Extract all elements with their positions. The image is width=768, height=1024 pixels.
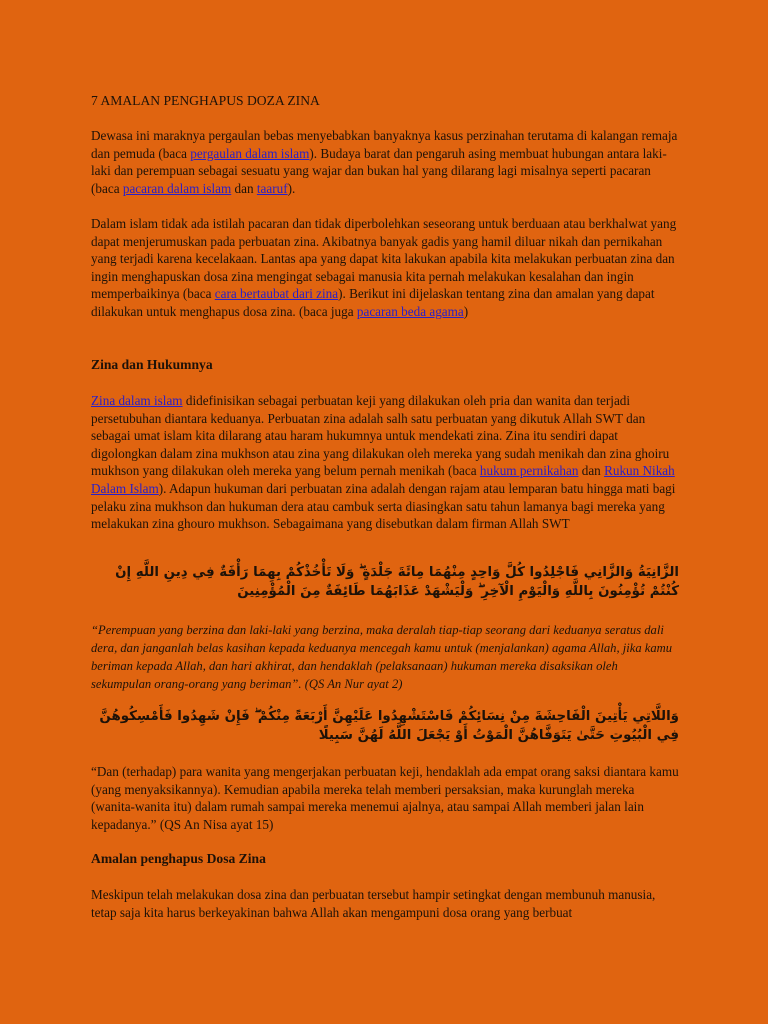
link-pacaran-beda-agama[interactable]: pacaran beda agama	[356, 303, 464, 319]
paragraph-amalan: Meskipun telah melakukan dosa zina dan perbuatan tersebut hampir setingkat dengan membunuh manusia, tetap saja kita harus berkeyakinan bahwa Allah akan mengampuni dosa orang yang berbuat	[91, 887, 656, 920]
document-title: 7 AMALAN PENGHAPUS DOZA ZINA	[91, 93, 320, 108]
link-rukun-nikah-dalam-islam[interactable]: Rukun Nikah Dalam Islam	[91, 463, 675, 496]
heading-zina-dan-hukumnya: Zina dan Hukumnya	[91, 357, 213, 372]
link-hukum-pernikahan[interactable]: hukum pernikahan	[479, 463, 579, 479]
quote-an-nur-2: “Perempuan yang berzina dan laki-laki yang berzina, maka deralah tiap-tiap seorang dari keduanya seratus dali dera, dan janganlah belas kasihan kepada keduanya mencegah kamu untuk (menjalankan) agama Allah, jika kamu beriman kepada Allah, dan hari akhirat, dan hendaklah (pelaksanaan) hukuman mereka disaksikan oleh sekumpulan orang-orang yang beriman”. (QS An Nur ayat 2)	[91, 623, 673, 691]
paragraph-zina-definition: Zina dalam islam didefinisikan sebagai perbuatan keji yang dilakukan oleh pria dan wanita dan terjadi persetubuhan diantara keduanya. Perbuatan zina adalah salh satu perbuatan yang dikutuk Allah SWT dan sebagai umat islam kita dilarang atau haram hukumnya untuk mendekati zina. Zina itu sendiri dapat digolongkan dalam zina mukhson atau zina yang dilakukan oleh mereka yang sudah menikah dan zina ghoiru mukhson yang dilakukan oleh mereka yang belum pernah menikah (baca hukum pernikahan dan Rukun Nikah Dalam Islam). Adapun hukuman dari perbuatan zina adalah dengan rajam atau lemparan batu hingga mati bagi pelaku zina mukhson dan hukuman dera atau cambuk serta diasingkan satu tahun lamanya bagi mereka yang melakukan zina ghouro mukhson. Sebagaimana yang disebutkan dalam firman Allah SWT	[91, 393, 676, 532]
link-taaruf[interactable]: taaruf	[256, 180, 288, 196]
heading-amalan-penghapus: Amalan penghapus Dosa Zina	[91, 851, 266, 866]
paragraph-pacaran: Dalam islam tidak ada istilah pacaran dan tidak diperbolehkan seseorang untuk berduaan atau berkhalwat yang dapat menjerumuskan pada perbuatan zina. Akibatnya banyak gadis yang hamil diluar nikah dan pernikahan yang terjadi karena kecelakaan. Lantas apa yang dapat kita lakukan apabila kita melakukan perbuatan zina dan ingin menghapuskan dosa zina mengingat sebagai manusia kita pernah melakukan kesalahan dan ingin memperbaikinya (baca cara bertaubat dari zina). Berikut ini dijelaskan tentang zina dan amalan yang dapat dilakukan untuk menghapus dosa zina. (baca juga pacaran beda agama)	[91, 216, 677, 319]
quote-an-nisa-15: “Dan (terhadap) para wanita yang mengerjakan perbuatan keji, hendaklah ada empat orang saksi diantara kamu (yang menyaksikannya). Kemudian apabila mereka telah memberi persaksian, maka kurunglah mereka (wanita-wanita itu) dalam rumah sampai mereka menemui ajalnya, atau sampai Allah memberi jalan lain kepadanya.” (QS An Nisa ayat 15)	[91, 764, 679, 832]
arabic-verse-an-nisa-15: وَاللَّاتِي يَأْتِينَ الْفَاحِشَةَ مِنْ نِسَائِكُمْ فَاسْتَشْهِدُوا عَلَيْهِنَّ أَرْبَعَةً مِنْكُمْ ۖ فَإِنْ شَهِدُوا فَأَمْسِكُوهُنَّ فِي الْبُيُوتِ حَتَّىٰ يَتَوَفَّاهُنَّ الْمَوْتُ أَوْ يَجْعَلَ اللَّهُ لَهُنَّ سَبِيلًا	[99, 709, 679, 743]
arabic-verse-an-nur-2: الزَّانِيَةُ وَالزَّانِي فَاجْلِدُوا كُلَّ وَاحِدٍ مِنْهُمَا مِائَةَ جَلْدَةٍ ۖ وَلَا تَأْخُذْكُمْ بِهِمَا رَأْفَةٌ فِي دِينِ اللَّهِ إِنْ كُنْتُمْ تُؤْمِنُونَ بِاللَّهِ وَالْيَوْمِ الْآخِرِ ۖ وَلْيَشْهَدْ عَذَابَهُمَا طَائِفَةٌ مِنَ الْمُؤْمِنِينَ	[115, 565, 679, 599]
paragraph-intro: Dewasa ini maraknya pergaulan bebas menyebabkan banyaknya kasus perzinahan terutama di kalangan remaja dan pemuda (baca pergaulan dalam islam). Budaya barat dan pengaruh asing membuat hubungan antara laki-laki dan perempuan sebagai sesuatu yang wajar dan bukan hal yang dilarang lagi misalnya seperti pacaran (baca pacaran dalam islam dan taaruf).	[91, 128, 678, 196]
link-pergaulan-dalam-islam[interactable]: pergaulan dalam islam	[190, 145, 310, 161]
link-pacaran-dalam-islam[interactable]: pacaran dalam islam	[122, 180, 232, 196]
link-zina-dalam-islam[interactable]: Zina dalam islam	[91, 393, 183, 408]
link-cara-bertaubat-dari-zina[interactable]: cara bertaubat dari zina	[214, 286, 339, 302]
